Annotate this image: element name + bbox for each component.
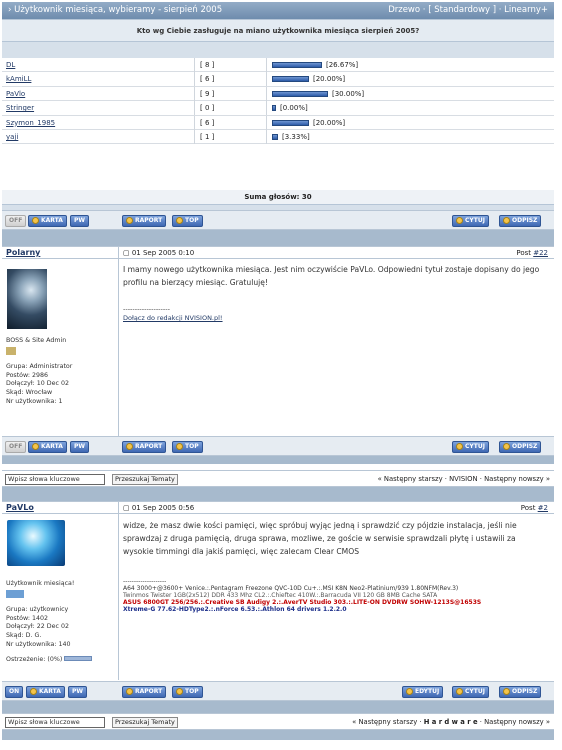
poll-option-row xyxy=(2,87,554,101)
author-name[interactable]: PaVLo xyxy=(6,503,34,512)
cell-divider xyxy=(266,116,267,130)
cell-divider xyxy=(266,130,267,144)
author-user-number: Nr użytkownika: 140 xyxy=(6,640,71,648)
poll-option-bar xyxy=(272,76,309,82)
poll-option-name[interactable]: DL xyxy=(6,61,16,69)
profile-card-button[interactable]: KARTA xyxy=(28,215,67,227)
poll-toolbar xyxy=(2,210,554,230)
reply-button[interactable]: ODPISZ xyxy=(499,441,541,453)
post-22-toolbar xyxy=(2,436,554,456)
poll-option-bar xyxy=(272,120,309,126)
post-2 xyxy=(2,501,554,679)
poll-option-percent: [26.67%] xyxy=(326,61,359,69)
author-user-number: Nr użytkownika: 1 xyxy=(6,397,63,405)
top-button[interactable]: TOP xyxy=(172,441,203,453)
status-off-button[interactable]: OFF xyxy=(5,441,26,453)
quote-button[interactable]: CYTUJ xyxy=(452,215,489,227)
cell-divider xyxy=(194,58,195,72)
avatar xyxy=(7,269,47,329)
poll-option-percent: [30.00%] xyxy=(332,89,365,98)
post-date: ▢ 01 Sep 2005 0:10 xyxy=(123,249,195,257)
poll-option-count: [ 0 ] xyxy=(200,104,215,113)
quote-button[interactable]: CYTUJ xyxy=(452,686,489,698)
topic-search-bar xyxy=(2,713,554,730)
author-joined: Dołączył: 10 Dec 02 xyxy=(6,380,69,388)
quote-icon xyxy=(503,217,510,224)
author-info xyxy=(6,337,72,407)
divider xyxy=(2,701,554,713)
poll-option-percent: [20.00%] xyxy=(313,75,346,84)
quote-button[interactable]: CYTUJ xyxy=(452,441,489,453)
author-column xyxy=(2,502,119,680)
cell-divider xyxy=(266,72,267,86)
poll-option-count: [ 8 ] xyxy=(200,61,215,69)
author-posts: Postów: 1402 xyxy=(6,614,48,622)
poll-option-bar xyxy=(272,105,276,111)
poll-option-row xyxy=(2,58,554,72)
pm-button[interactable]: PW xyxy=(70,441,89,453)
arrow-up-icon xyxy=(176,688,183,695)
user-icon xyxy=(32,217,39,224)
post-body: widze, że masz dwie kości pamięci, więc spróbuj wyjąc jedną i sprawdzić czy pójdzie instalacja, jeśli nie sprawdzaj z druga pamięcią, druga sprawa, mozliwe, ze goście w serwisie sprawdzali płytę i ustawili za wysokie timmingi dla jakiś pamięci, więc zalecam Clear CMOS xyxy=(123,521,517,556)
profile-card-button[interactable]: KARTA xyxy=(28,441,67,453)
topic-search-bar xyxy=(2,470,554,487)
poll-option-count: [ 9 ] xyxy=(200,89,215,98)
edit-button[interactable]: EDYTUJ xyxy=(402,686,443,698)
topic-title: › Użytkownik miesiąca, wybieramy - sierpień 2005 xyxy=(8,5,223,15)
rank-icon xyxy=(6,347,16,355)
poll-option-count: [ 1 ] xyxy=(200,133,215,141)
status-on-button[interactable]: ON xyxy=(5,686,23,698)
poll-total: Suma głosów: 30 xyxy=(2,190,554,204)
report-button[interactable]: RAPORT xyxy=(122,686,166,698)
poll-option-row xyxy=(2,101,554,115)
user-icon xyxy=(30,688,37,695)
quote-icon xyxy=(503,443,510,450)
author-info xyxy=(6,580,92,665)
profile-card-button[interactable]: KARTA xyxy=(26,686,65,698)
cell-divider xyxy=(194,101,195,115)
status-off-button[interactable]: OFF xyxy=(5,215,26,227)
cell-divider xyxy=(194,72,195,86)
divider xyxy=(2,730,554,740)
poll-option-count: [ 6 ] xyxy=(200,118,215,127)
topic-navigation[interactable]: « Następny starszy · H a r d w a r e · Następny nowszy » xyxy=(352,718,550,726)
top-button[interactable]: TOP xyxy=(172,215,203,227)
cell-divider xyxy=(266,87,267,101)
poll-option-name[interactable]: kAmiLL xyxy=(6,75,32,84)
post-number: Post #2 xyxy=(520,504,548,512)
cell-divider xyxy=(266,101,267,115)
report-icon xyxy=(126,443,133,450)
post-number: Post #22 xyxy=(516,249,548,257)
poll-option-row xyxy=(2,130,554,144)
author-rank: BOSS & Site Admin xyxy=(6,337,67,344)
poll-option-name[interactable]: Szymon_1985 xyxy=(6,118,56,127)
keyword-search-input[interactable]: Wpisz słowa kluczowe xyxy=(5,717,105,728)
divider xyxy=(2,230,554,246)
post-22 xyxy=(2,246,554,436)
post-body: I mamy nowego użytkownika miesiąca. Jest nim oczywiście PaVLo. Odpowiedni tytuł zostaje dopisany do jego profilu na bierzący miesiąc. Gratuluję! xyxy=(123,265,540,287)
report-icon xyxy=(126,217,133,224)
quote-icon xyxy=(503,688,510,695)
plus-icon xyxy=(456,217,463,224)
post-date: ▢ 01 Sep 2005 0:56 xyxy=(123,504,195,512)
search-topics-button[interactable]: Przeszukaj Tematy xyxy=(112,474,178,485)
cell-divider xyxy=(194,116,195,130)
user-icon xyxy=(32,443,39,450)
search-topics-button[interactable]: Przeszukaj Tematy xyxy=(112,717,178,728)
poll-option-name[interactable]: Stringer xyxy=(6,104,35,113)
warning-level: Ostrzeżenie: (0%) xyxy=(6,656,92,665)
signature: -------------------- Dołącz do redakcji NVISION.pl! xyxy=(123,305,223,322)
view-mode-switcher[interactable]: Drzewo · [ Standardowy ] · Linearny+ xyxy=(388,5,548,15)
author-name[interactable]: Polarny xyxy=(6,248,41,257)
reply-button[interactable]: ODPISZ xyxy=(499,215,541,227)
topic-header xyxy=(2,2,554,19)
cell-divider xyxy=(194,87,195,101)
poll-spacer xyxy=(2,41,554,58)
poll-option-bar xyxy=(272,62,322,68)
poll-option-bar xyxy=(272,91,328,97)
post-permalink[interactable]: #2 xyxy=(537,504,548,512)
author-posts: Postów: 2986 xyxy=(6,371,48,379)
cell-divider xyxy=(266,58,267,72)
avatar xyxy=(7,520,65,566)
author-location: Skąd: Wrocław xyxy=(6,389,53,397)
poll-option-percent: [3.33%] xyxy=(282,133,310,141)
report-button[interactable]: RAPORT xyxy=(122,441,166,453)
author-group: Grupa: użytkownicy xyxy=(6,605,69,613)
poll-option-count: [ 6 ] xyxy=(200,75,215,84)
keyword-search-input[interactable]: Wpisz słowa kluczowe xyxy=(5,474,105,485)
cell-divider xyxy=(194,130,195,144)
author-rank: Użytkownik miesiąca! xyxy=(6,580,75,587)
reply-button[interactable]: ODPISZ xyxy=(499,686,541,698)
signature: -------------------- A64 3000+@3600+ Venice.:.Pentagram Freezone QVC-10D Cu+.:.MSI K8N Neo2-Platinium/939 1.80NFM(Rev.3) Twinmos Twister 1GB(2x512) DDR 433 Mhz CL2.:.Chieftec 410W.:.Barracuda VII 120 GB 8MB Cache SATA ASUS 6800GT 256/256.:.Creative SB Audigy 2.:.AverTV Studio 303.:.LITE-ON DVDRW SOHW-1213S@1653S Xtreme-G 77.62-HDType2.:.nForce 6.53.:.Athlon 64 drivers 1.2.2.0 xyxy=(123,578,482,613)
poll-option-row xyxy=(2,72,554,86)
poll-question: Kto wg Ciebie zasługuje na miano użytkownika miesiąca sierpień 2005? xyxy=(2,19,554,41)
author-column xyxy=(2,247,119,437)
poll-option-name[interactable]: yaji xyxy=(6,133,19,141)
warning-meter xyxy=(64,656,92,661)
rank-icon xyxy=(6,590,24,598)
post-2-toolbar xyxy=(2,681,554,701)
arrow-up-icon xyxy=(176,217,183,224)
divider xyxy=(2,456,554,464)
plus-icon xyxy=(406,688,413,695)
arrow-up-icon xyxy=(176,443,183,450)
signature-link[interactable]: Dołącz do redakcji NVISION.pl! xyxy=(123,314,223,322)
author-location: Skąd: D. G. xyxy=(6,632,42,640)
report-icon xyxy=(126,688,133,695)
poll-option-percent: [0.00%] xyxy=(280,104,308,113)
plus-icon xyxy=(456,688,463,695)
post-permalink[interactable]: #22 xyxy=(533,249,548,257)
poll-option-percent: [20.00%] xyxy=(313,118,346,127)
author-joined: Dołączył: 22 Dec 02 xyxy=(6,623,69,631)
poll-option-name[interactable]: PaVlo xyxy=(6,89,26,98)
report-button[interactable]: RAPORT xyxy=(122,215,166,227)
author-group: Grupa: Administrator xyxy=(6,362,73,370)
pm-button[interactable]: PW xyxy=(68,686,87,698)
pm-button[interactable]: PW xyxy=(70,215,89,227)
topic-navigation[interactable]: « Następny starszy · NVISION · Następny nowszy » xyxy=(377,475,550,483)
plus-icon xyxy=(456,443,463,450)
top-button[interactable]: TOP xyxy=(172,686,203,698)
poll-option-row xyxy=(2,116,554,130)
divider xyxy=(2,487,554,501)
poll-option-bar xyxy=(272,134,278,140)
